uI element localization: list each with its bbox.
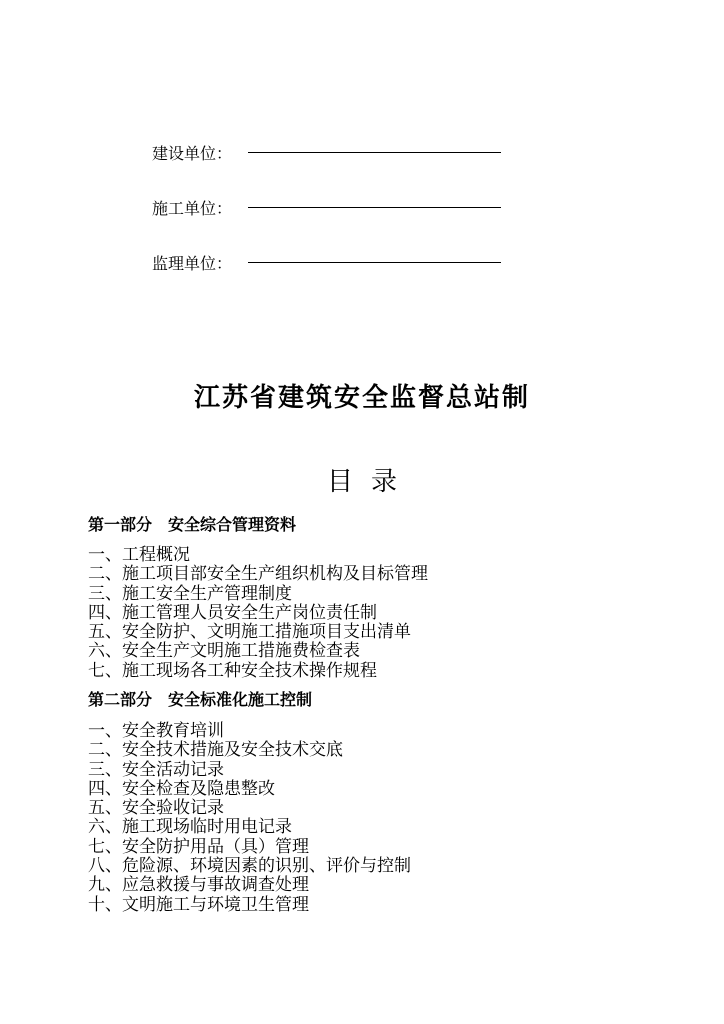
- part2-title: 安全标准化施工控制: [168, 690, 313, 709]
- list-item: 七、施工现场各工种安全技术操作规程: [88, 660, 377, 681]
- list-item: 五、安全防护、文明施工措施项目支出清单: [88, 622, 411, 643]
- list-item: 七、安全防护用品（具）管理: [88, 836, 309, 857]
- part2-heading: [88, 689, 312, 711]
- list-item: 四、施工管理人员安全生产岗位责任制: [88, 602, 377, 623]
- supervision-unit-blank-line: [248, 262, 501, 263]
- part2-number: 第二部分: [88, 690, 153, 709]
- part1-heading: [88, 514, 296, 536]
- list-item: 一、安全教育培训: [88, 721, 224, 741]
- list-item: 十、文明施工与环境卫生管理: [88, 894, 309, 915]
- list-item: 三、安全活动记录: [88, 759, 224, 780]
- contractor-unit-blank-line: [248, 207, 501, 208]
- supervision-unit-field: [152, 253, 232, 275]
- part1-number: 第一部分: [88, 515, 153, 534]
- part1-title: 安全综合管理资料: [168, 515, 297, 534]
- list-item: 三、施工安全生产管理制度: [88, 583, 292, 604]
- part2-list: [88, 722, 411, 915]
- construction-unit-field: [152, 143, 232, 165]
- construction-unit-label: 建设单位：: [152, 144, 233, 163]
- list-item: 九、应急救援与事故调查处理: [88, 875, 309, 896]
- contractor-unit-field: [152, 198, 232, 220]
- list-item: 四、安全检查及隐患整改: [88, 778, 275, 799]
- toc-title: 目录: [326, 467, 415, 497]
- list-item: 二、施工项目部安全生产组织机构及目标管理: [88, 564, 428, 585]
- list-item: 六、安全生产文明施工措施费检查表: [88, 641, 360, 662]
- contractor-unit-label: 施工单位：: [152, 199, 233, 218]
- construction-unit-blank-line: [248, 152, 501, 153]
- list-item: 一、工程概况: [88, 545, 190, 565]
- part1-list: [88, 546, 428, 681]
- list-item: 二、安全技术措施及安全技术交底: [88, 740, 343, 761]
- list-item: 五、安全验收记录: [88, 798, 224, 819]
- supervision-unit-label: 监理单位：: [152, 254, 233, 273]
- issuer-title: 江苏省建筑安全监督总站制: [193, 383, 530, 413]
- list-item: 六、施工现场临时用电记录: [88, 817, 292, 838]
- list-item: 八、危险源、环境因素的识别、评价与控制: [88, 856, 411, 877]
